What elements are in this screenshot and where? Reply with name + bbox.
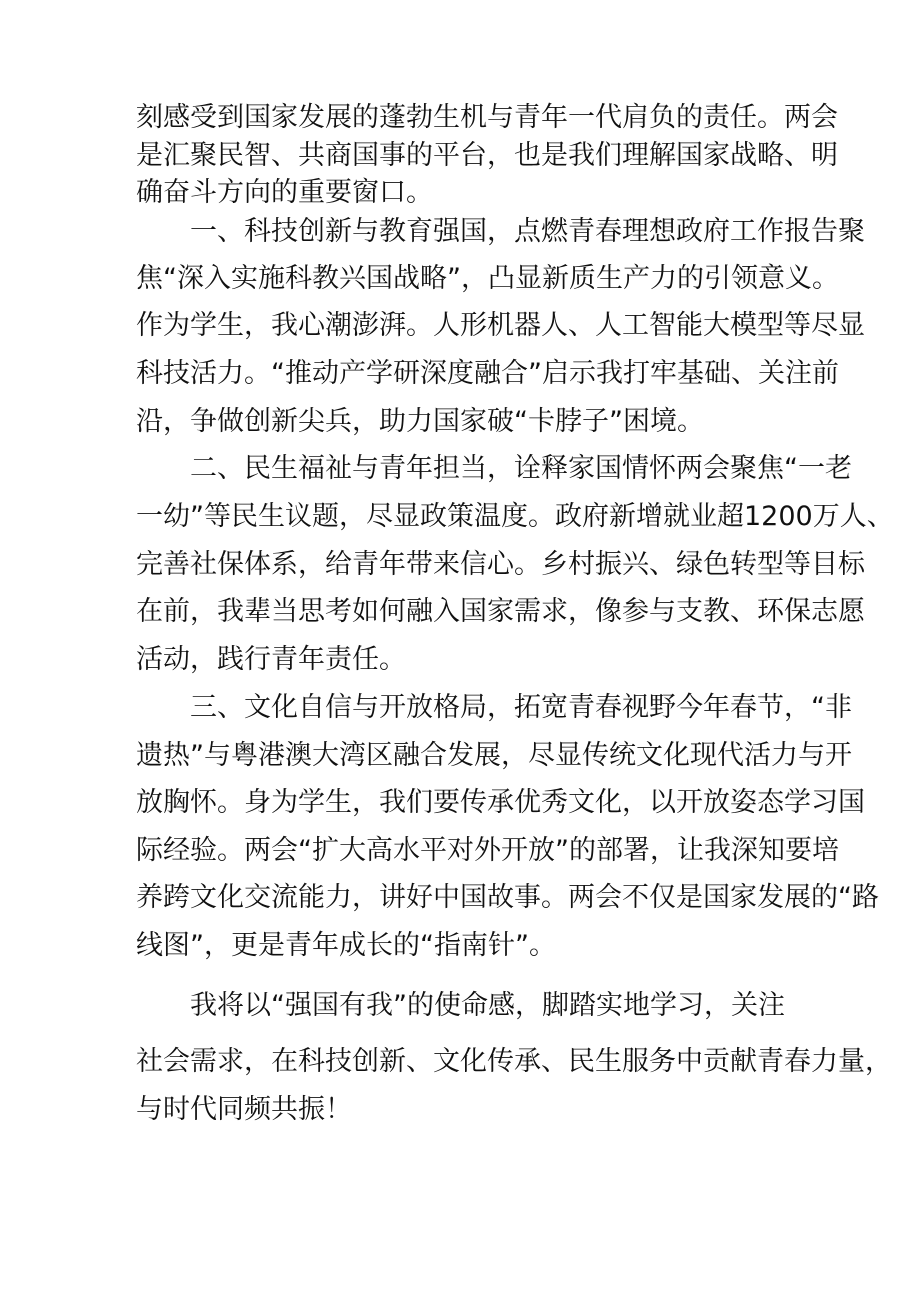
text-line: 放胸怀。身为学生，我们要传承优秀文化，以开放姿态学习国 <box>136 787 865 818</box>
text-line: 科技活力。“推动产学研深度融合”启示我打牢基础、关注前 <box>136 358 839 389</box>
text-line: 刻感受到国家发展的蓬勃生机与青年一代肩负的责任。两会 <box>136 102 838 133</box>
text-line: 三、文化自信与开放格局，拓宽青春视野今年春节，“非 <box>190 692 852 723</box>
text-line: 线图”，更是青年成长的“指南针”。 <box>136 930 556 961</box>
text-line: 我将以“强国有我”的使命感，脚踏实地学习，关注 <box>190 990 785 1021</box>
text-line: 养跨文化交流能力，讲好中国故事。两会不仅是国家发展的“路 <box>136 882 879 913</box>
text-line: 社会需求，在科技创新、文化传承、民生服务中贡献青春力量， <box>136 1046 892 1077</box>
text-line: 一、科技创新与教育强国，点燃青春理想政府工作报告聚 <box>190 216 865 247</box>
text-line: 完善社保体系，给青年带来信心。乡村振兴、绿色转型等目标 <box>136 549 865 580</box>
text-line: 与时代同频共振！ <box>136 1094 352 1125</box>
text-line: 沿，争做创新尖兵，助力国家破“卡脖子”困境。 <box>136 406 704 437</box>
text-line: 焦“深入实施科教兴国战略”，凸显新质生产力的引领意义。 <box>136 263 839 294</box>
text-line: 二、民生福祉与青年担当，诠释家国情怀两会聚焦“一老 <box>190 453 852 484</box>
text-line: 际经验。两会“扩大高水平对外开放”的部署，让我深知要培 <box>136 835 839 866</box>
text-line: 一幼”等民生议题，尽显政策温度。政府新增就业超1200万人、 <box>136 501 894 532</box>
text-line: 作为学生，我心潮澎湃。人形机器人、人工智能大模型等尽显 <box>136 310 865 341</box>
text-line: 确奋斗方向的重要窗口。 <box>136 177 433 208</box>
text-line: 活动，践行青年责任。 <box>136 644 406 675</box>
text-line: 在前，我辈当思考如何融入国家需求，像参与支教、环保志愿 <box>136 596 865 627</box>
text-line: 是汇聚民智、共商国事的平台，也是我们理解国家战略、明 <box>136 140 838 171</box>
text-line: 遗热”与粤港澳大湾区融合发展，尽显传统文化现代活力与开 <box>136 740 852 771</box>
